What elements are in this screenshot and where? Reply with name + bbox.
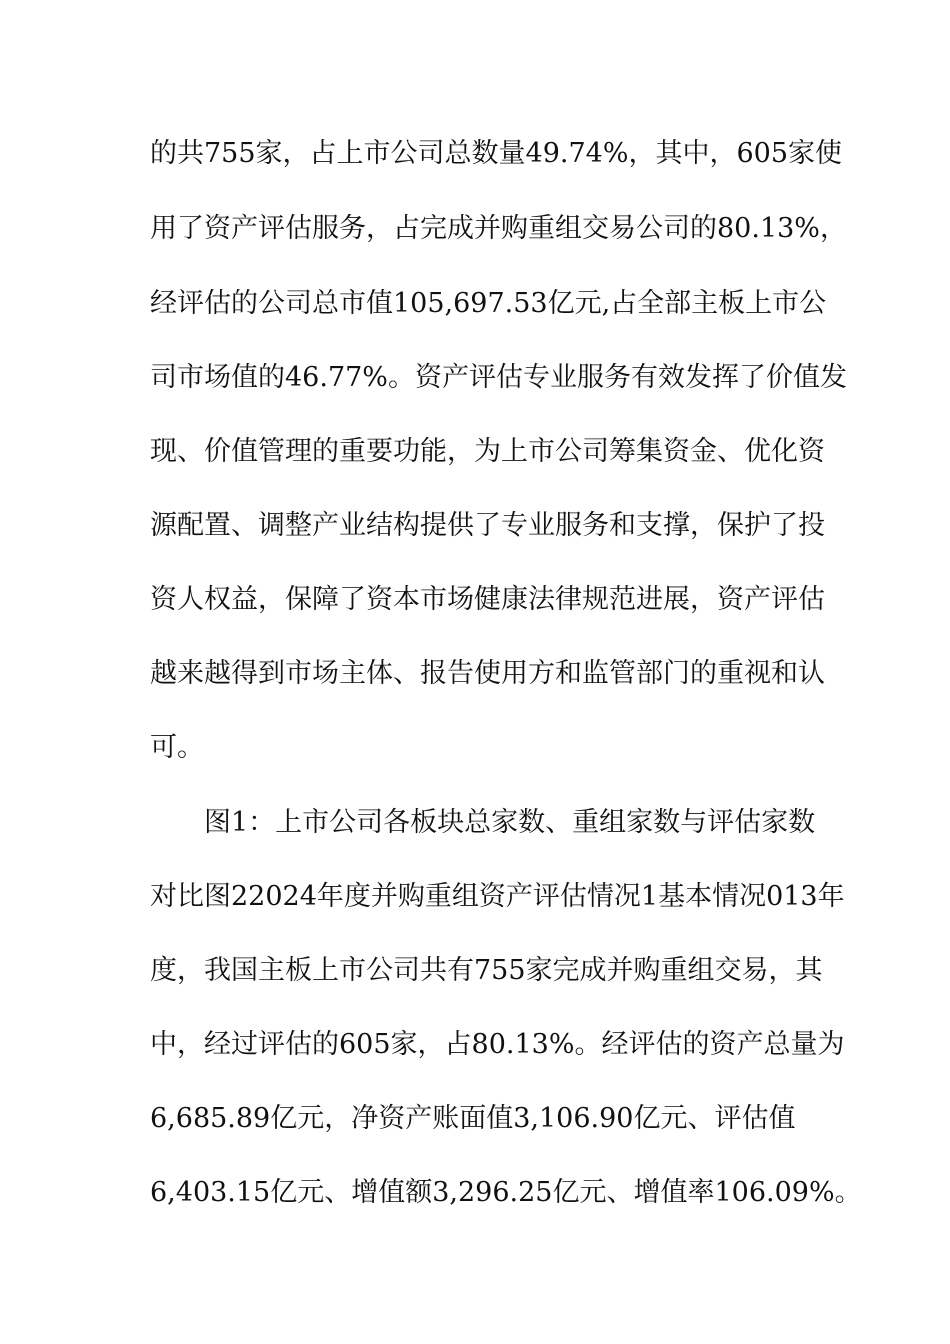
text-line: 度，我国主板上市公司共有755家完成并购重组交易，其 [150, 955, 823, 986]
text-line: 的共755家，占上市公司总数量49.74%，其中，605家使 [150, 138, 843, 169]
text-line: 6,685.89亿元，净资产账面值3,106.90亿元、评估值 [150, 1103, 796, 1134]
text-line: 现、价值管理的重要功能，为上市公司筹集资金、优化资 [150, 436, 825, 467]
text-line: 中，经过评估的605家，占80.13%。经评估的资产总量为 [150, 1029, 845, 1060]
text-line: 用了资产评估服务，占完成并购重组交易公司的80.13%， [150, 213, 847, 244]
figure-caption-line: 图1：上市公司各板块总家数、重组家数与评估家数 [204, 807, 816, 838]
text-line: 资人权益，保障了资本市场健康法律规范进展，资产评估 [150, 584, 825, 615]
text-line: 司市场值的46.77%。资产评估专业服务有效发挥了价值发 [150, 362, 847, 393]
text-line: 经评估的公司总市值105,697.53亿元,占全部主板上市公 [150, 288, 827, 319]
text-line: 6,403.15亿元、增值额3,296.25亿元、增值率106.09%。 [150, 1177, 862, 1208]
text-line: 源配置、调整产业结构提供了专业服务和支撑，保护了投 [150, 510, 825, 541]
text-line: 对比图22024年度并购重组资产评估情况1基本情况013年 [150, 881, 845, 912]
text-line: 可。 [150, 732, 204, 763]
text-line: 越来越得到市场主体、报告使用方和监管部门的重视和认 [150, 658, 825, 689]
